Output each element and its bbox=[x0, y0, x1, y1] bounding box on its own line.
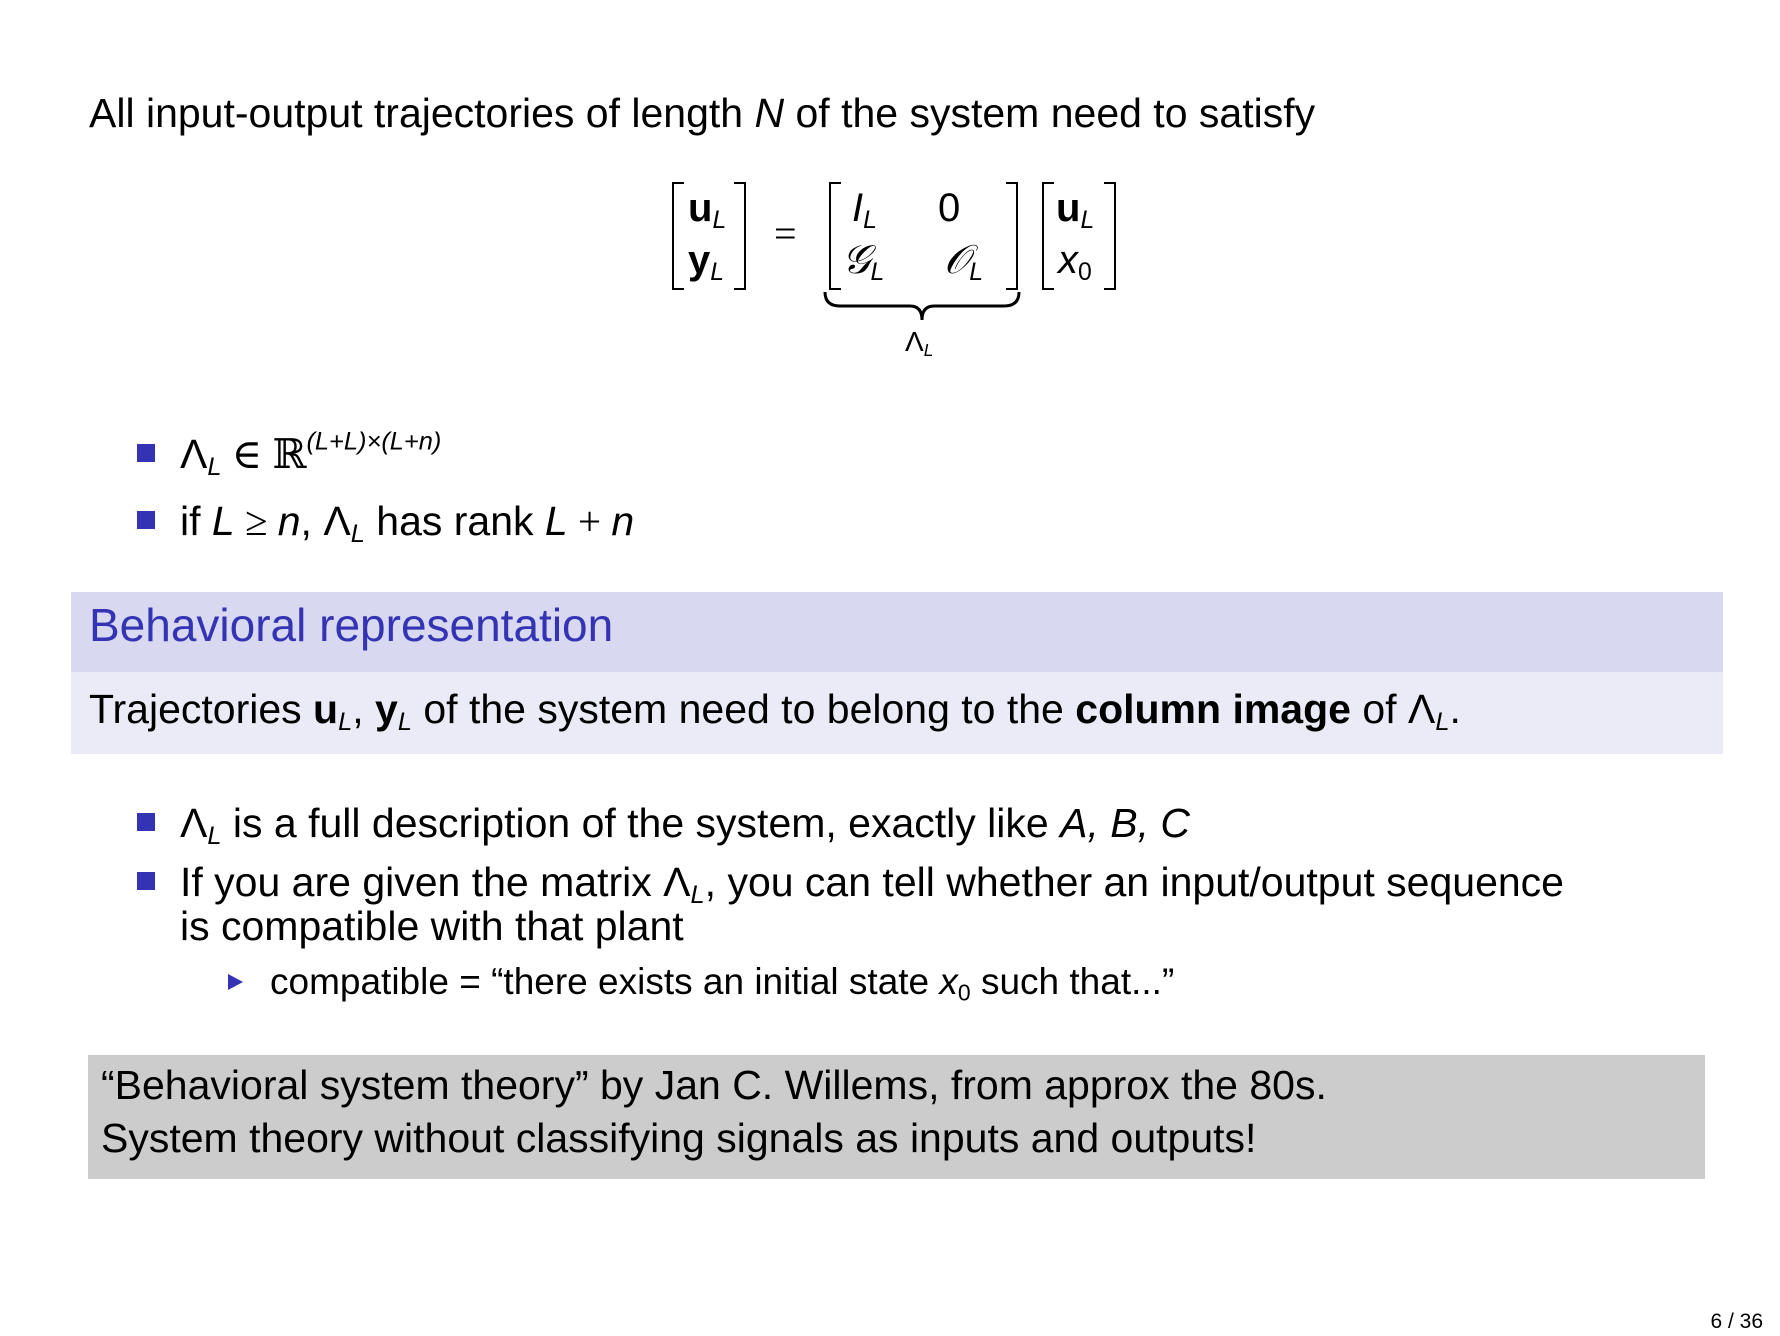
subbullet-compatible: compatible = “there exists an initial state $x_0$ such that...” bbox=[270, 961, 1175, 1006]
rhs-left-bracket bbox=[1042, 182, 1054, 290]
page-number: 6 / 36 bbox=[1710, 1310, 1763, 1333]
subbullet-triangle-icon bbox=[228, 974, 243, 990]
note-line-1: “Behavioral system theory” by Jan C. Willems, from approx the 80s. bbox=[101, 1062, 1327, 1108]
bullet-given-matrix: If you are given the matrix $\Lambda_L$, you can tell whether an input/output sequence bbox=[180, 859, 1564, 910]
underbrace-label: $\Lambda_L$ bbox=[905, 326, 934, 360]
lhs-right-bracket bbox=[734, 182, 746, 290]
bullet-marker bbox=[137, 872, 155, 890]
lhs-bottom-entry: $y_L$ bbox=[688, 238, 725, 286]
lhs-left-bracket bbox=[672, 182, 684, 290]
display-equation bbox=[672, 176, 1132, 376]
matrix-entry-11: $I_L$ bbox=[852, 186, 877, 234]
bullet-given-matrix-line2: is compatible with that plant bbox=[180, 903, 684, 949]
bullet-full-description: $\Lambda_L$ is a full description of the system, exactly like A, B, C bbox=[180, 800, 1190, 851]
bullet-marker bbox=[137, 511, 155, 529]
matrix-entry-12: 0 bbox=[938, 186, 961, 230]
note-line-2: System theory without classifying signals as inputs and outputs! bbox=[101, 1115, 1257, 1161]
matrix-right-bracket bbox=[1006, 182, 1018, 290]
matrix-entry-22: 𝒪$_L$ bbox=[944, 237, 983, 286]
matrix-entry-21: 𝒢$_L$ bbox=[842, 237, 885, 286]
bullet-marker bbox=[137, 444, 155, 462]
rhs-right-bracket bbox=[1104, 182, 1116, 290]
rhs-bottom-entry: $x_0$ bbox=[1058, 238, 1092, 286]
bullet-rank: if L ≥ n, $\Lambda_L$ has rank L + n bbox=[180, 498, 635, 549]
block-title: Behavioral representation bbox=[89, 599, 614, 651]
intro-text: All input-output trajectories of length N of the system need to satisfy bbox=[89, 90, 1316, 136]
bullet-marker bbox=[137, 813, 155, 831]
lhs-top-entry: $u_L$ bbox=[688, 186, 727, 234]
block-body: Trajectories $u_L$, $y_L$ of the system need to belong to the column image of $\Lambda_L$. bbox=[89, 686, 1461, 737]
underbrace-icon bbox=[822, 290, 1022, 326]
bullet-lambda-dimension: $\Lambda_L$ ∈ ℝ$^{(L+L)\times(L+n)}$ bbox=[180, 427, 442, 482]
matrix-left-bracket bbox=[829, 182, 841, 290]
rhs-top-entry: $u_L$ bbox=[1056, 186, 1095, 234]
equals-sign: = bbox=[774, 211, 797, 256]
